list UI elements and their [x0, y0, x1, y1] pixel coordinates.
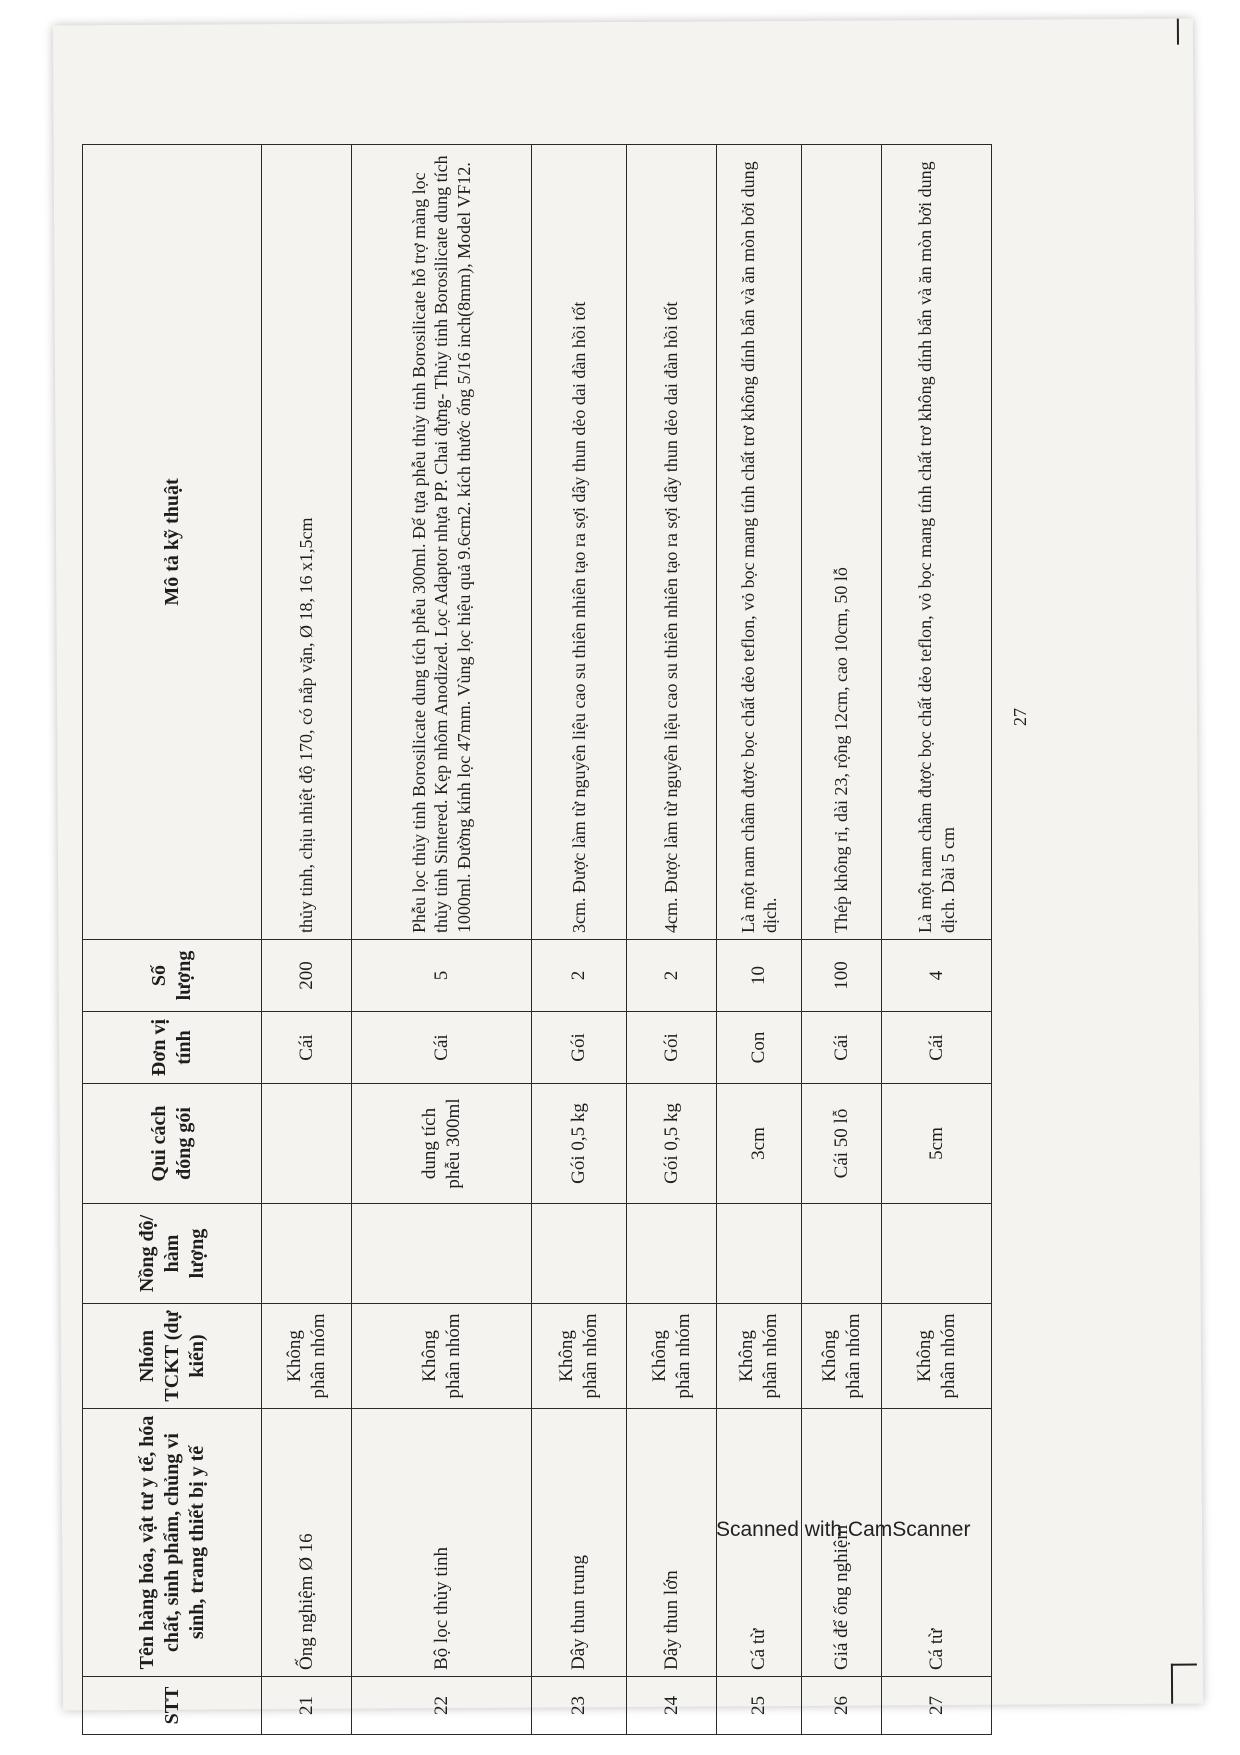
cell-unit: Cái [882, 1012, 992, 1084]
header-description: Mô tả kỹ thuật [83, 145, 262, 940]
cell-concentration [717, 1204, 802, 1304]
header-quantity: Số lượng [83, 940, 262, 1012]
cell-description: Là một nam châm được bọc chất dẻo teflon, vỏ bọc mang tính chất trơ không dính bẩn và ăn mòn bởi dung dịch. Dài 5 cm [882, 145, 992, 940]
cell-packaging: Gói 0,5 kg [532, 1084, 627, 1204]
header-concentration: Nồng độ/ hàm lượng [83, 1204, 262, 1304]
cell-quantity: 4 [882, 940, 992, 1012]
cell-unit: Cái [352, 1012, 532, 1084]
crop-mark-bottom-right [1171, 1664, 1197, 1704]
cell-item-name: Giá để ống nghiệm [802, 1409, 882, 1677]
cell-concentration [262, 1204, 352, 1304]
cell-quantity: 5 [352, 940, 532, 1012]
table-row [532, 145, 627, 1735]
cell-group: Không phân nhóm [802, 1304, 882, 1409]
cell-packaging: 3cm [717, 1084, 802, 1204]
page-number: 27 [1010, 708, 1030, 726]
header-group: Nhóm TCKT (dự kiến) [83, 1304, 262, 1409]
cell-quantity: 10 [717, 940, 802, 1012]
cell-group: Không phân nhóm [262, 1304, 352, 1409]
header-packaging: Qui cách đóng gói [83, 1084, 262, 1204]
cell-group: Không phân nhóm [532, 1304, 627, 1409]
cell-item-name: Dây thun trung [532, 1409, 627, 1677]
table-header-row [83, 145, 262, 1735]
cell-group: Không phân nhóm [352, 1304, 532, 1409]
cell-stt: 26 [802, 1677, 882, 1735]
cell-stt: 22 [352, 1677, 532, 1735]
cell-packaging: dung tích phễu 300ml [352, 1084, 532, 1204]
cell-item-name: Cá từ [717, 1409, 802, 1677]
cell-item-name: Bộ lọc thủy tinh [352, 1409, 532, 1677]
cell-item-name: Dây thun lớn [627, 1409, 717, 1677]
rotated-table-wrapper [82, 145, 1092, 1735]
table-row [352, 145, 532, 1735]
cell-stt: 25 [717, 1677, 802, 1735]
cell-unit: Cái [262, 1012, 352, 1084]
header-stt: STT [83, 1677, 262, 1735]
cell-packaging: 5cm [882, 1084, 992, 1204]
crop-mark-top-right [1177, 19, 1179, 45]
cell-description: Phễu lọc thủy tinh Borosilicate dung tích phễu 300ml. Đế tựa phễu thủy tinh Borosilicate hỗ trợ màng lọc thủy tinh Sintered. Kẹp nhôm Anodized. Lọc Adaptor nhựa PP. Chai đựng- Thủy tinh Borosilicate dung tích 1000ml. Đường kính lọc 47mm. Vùng lọc hiệu quả 9.6cm2. kích thước ống 5/16 inch(8mm), Model VF12. [352, 145, 532, 940]
cell-stt: 27 [882, 1677, 992, 1735]
cell-description: 3cm. Được làm từ nguyên liệu cao su thiên nhiên tạo ra sợi dây thun dẻo dai đàn hồi tốt [532, 145, 627, 940]
table-row [882, 145, 992, 1735]
cell-quantity: 2 [627, 940, 717, 1012]
cell-group: Không phân nhóm [717, 1304, 802, 1409]
cell-packaging [262, 1084, 352, 1204]
table-row [802, 145, 882, 1735]
cell-stt: 21 [262, 1677, 352, 1735]
cell-concentration [802, 1204, 882, 1304]
cell-concentration [627, 1204, 717, 1304]
cell-concentration [882, 1204, 992, 1304]
cell-description: Thép không rỉ, dài 23, rộng 12cm, cao 10cm, 50 lỗ [802, 145, 882, 940]
cell-quantity: 200 [262, 940, 352, 1012]
cell-description: 4cm. Được làm từ nguyên liệu cao su thiên nhiên tạo ra sợi dây thun dẻo dai đàn hồi tốt [627, 145, 717, 940]
cell-unit: Gói [627, 1012, 717, 1084]
table-row [262, 145, 352, 1735]
header-item-name: Tên hàng hóa, vật tư y tế, hóa chất, sinh phẩm, chủng vi sinh, trang thiết bị y tế [83, 1409, 262, 1677]
cell-packaging: Gói 0,5 kg [627, 1084, 717, 1204]
cell-concentration [352, 1204, 532, 1304]
cell-packaging: Cái 50 lỗ [802, 1084, 882, 1204]
header-unit: Đơn vị tính [83, 1012, 262, 1084]
cell-description: thủy tinh, chịu nhiệt độ 170, có nắp vặn, Ø 18, 16 x1,5cm [262, 145, 352, 940]
cell-stt: 24 [627, 1677, 717, 1735]
cell-quantity: 2 [532, 940, 627, 1012]
cell-group: Không phân nhóm [882, 1304, 992, 1409]
cell-unit: Con [717, 1012, 802, 1084]
table-row [627, 145, 717, 1735]
cell-item-name: Ống nghiệm Ø 16 [262, 1409, 352, 1677]
camscanner-watermark: Scanned with CamScanner [716, 1518, 971, 1541]
cell-concentration [532, 1204, 627, 1304]
cell-unit: Gói [532, 1012, 627, 1084]
cell-item-name: Cá từ [882, 1409, 992, 1677]
cell-quantity: 100 [802, 940, 882, 1012]
cell-group: Không phân nhóm [627, 1304, 717, 1409]
table-row [717, 145, 802, 1735]
cell-unit: Cái [802, 1012, 882, 1084]
cell-description: Là một nam châm được bọc chất dẻo teflon, vỏ bọc mang tính chất trơ không dính bẩn và ăn mòn bởi dung dịch. [717, 145, 802, 940]
specification-table [82, 144, 992, 1735]
cell-stt: 23 [532, 1677, 627, 1735]
